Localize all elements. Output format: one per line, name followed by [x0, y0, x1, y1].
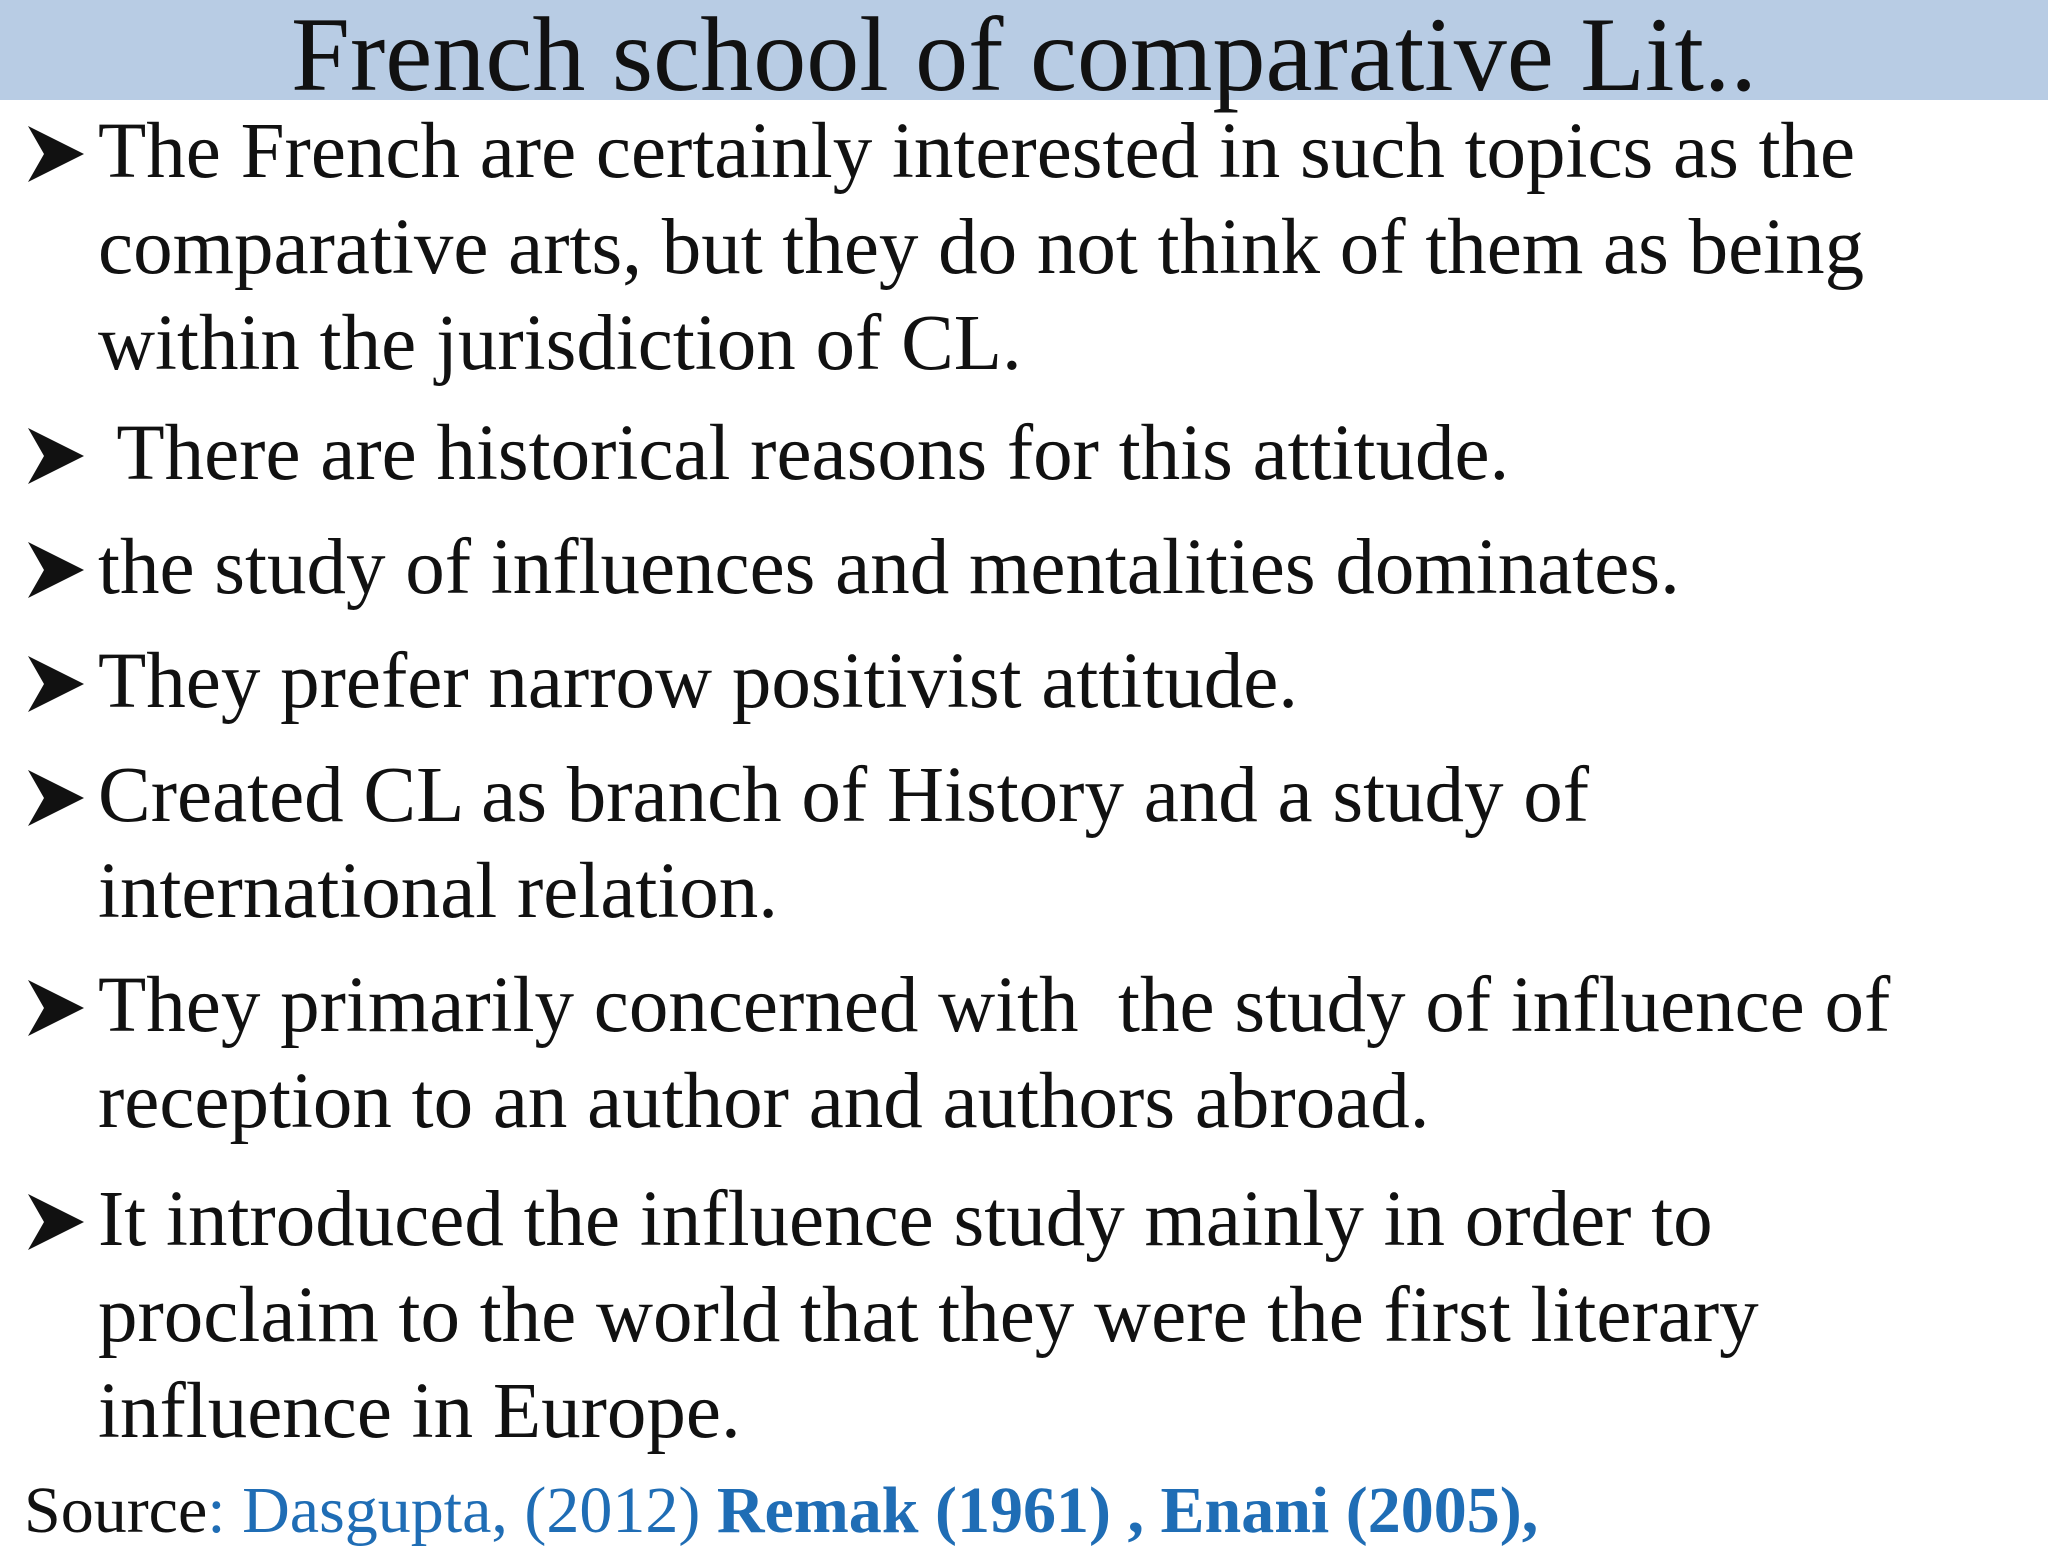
bullet-text: [98, 104, 1998, 392]
arrowhead-bullet-icon: [24, 1190, 88, 1254]
bullet-text: [98, 634, 1998, 730]
bullet-text: [98, 958, 1998, 1150]
bullet-text: [98, 406, 1998, 502]
arrowhead-bullet-icon: [24, 652, 88, 716]
source-label: Source: [24, 1474, 208, 1547]
bullet-line: within the jurisdiction of CL.: [98, 300, 1022, 387]
citation-enani-link[interactable]: Enani (2005),: [1160, 1474, 1539, 1547]
bullet-text: [98, 520, 1998, 616]
source-colon: :: [207, 1474, 243, 1547]
bullet-text: [98, 748, 1998, 940]
bullet-line: influence in Europe.: [98, 1368, 741, 1455]
citation-remak-link[interactable]: Remak (1961): [716, 1474, 1111, 1547]
bullet-line: It introduced the influence study mainly in order to: [98, 1176, 1713, 1263]
bullet-line: comparative arts, but they do not think of them as being: [98, 204, 1865, 291]
arrowhead-bullet-icon: [24, 976, 88, 1040]
citation-dasgupta-link[interactable]: Dasgupta, (2012): [242, 1474, 701, 1547]
bullet-line: Created CL as branch of History and a study of: [98, 752, 1590, 839]
slide-title: French school of comparative Lit..: [291, 0, 1757, 113]
bullet-line: the study of influences and mentalities dominates.: [98, 524, 1680, 611]
arrowhead-bullet-icon: [24, 538, 88, 602]
bullet-line: proclaim to the world that they were the first literary: [98, 1272, 1759, 1359]
arrowhead-bullet-icon: [24, 766, 88, 830]
bullet-line: They prefer narrow positivist attitude.: [98, 638, 1299, 725]
bullet-line: There are historical reasons for this attitude.: [98, 410, 1510, 497]
bullet-line: reception to an author and authors abroad.: [98, 1058, 1430, 1145]
bullet-text: [98, 1172, 1998, 1460]
source-separator: [700, 1474, 717, 1547]
bullet-line: The French are certainly interested in such topics as the: [98, 108, 1856, 195]
bullet-line: international relation.: [98, 848, 779, 935]
arrowhead-bullet-icon: [24, 424, 88, 488]
source-line: [24, 1466, 1538, 1556]
source-separator: ,: [1110, 1474, 1161, 1547]
bullet-line: They primarily concerned with the study of influence of: [98, 962, 1891, 1049]
arrowhead-bullet-icon: [24, 122, 88, 186]
